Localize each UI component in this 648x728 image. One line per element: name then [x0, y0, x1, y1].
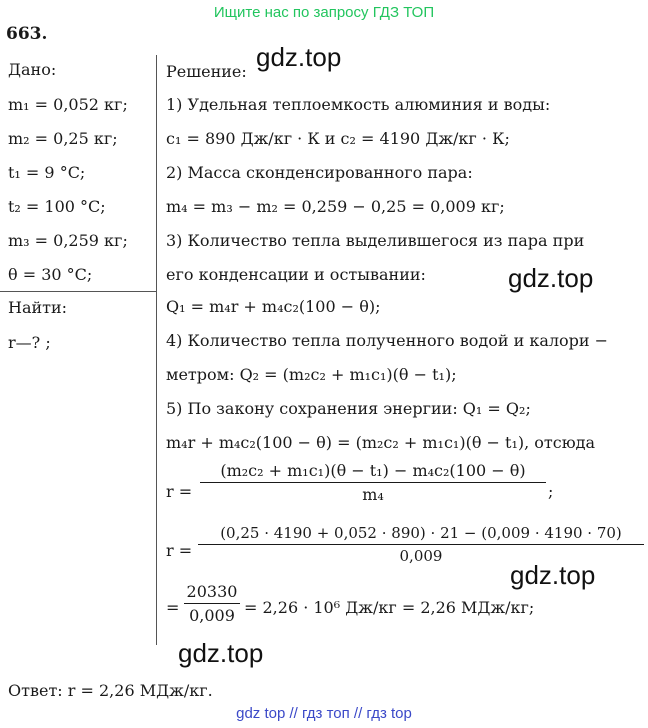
- solution-line: 5) По закону сохранения энергии: Q₁ = Q₂;: [166, 399, 531, 418]
- formula3-lhs: =: [166, 598, 180, 617]
- watermark: gdz.top: [510, 560, 596, 590]
- column-divider: [156, 55, 157, 645]
- fraction-bar: [198, 544, 644, 545]
- formula2-lhs: r =: [166, 541, 193, 560]
- given-item: t₁ = 9 °C;: [8, 163, 86, 182]
- given-item: θ = 30 °C;: [8, 265, 93, 284]
- formula3-denominator: 0,009: [189, 606, 235, 625]
- formula3-numerator: 20330: [186, 582, 238, 601]
- formula2-fraction: [198, 524, 644, 565]
- solution-line: c₁ = 890 Дж/кг · К и c₂ = 4190 Дж/кг · К;: [166, 129, 510, 148]
- watermark: gdz.top: [178, 638, 264, 668]
- top-banner: Ищите нас по запросу ГДЗ ТОП: [213, 4, 435, 21]
- formula1-fraction: [200, 461, 546, 504]
- formula3-fraction: [184, 582, 240, 625]
- problem-number: 663.: [6, 24, 48, 44]
- answer: Ответ: r = 2,26 МДж/кг.: [8, 681, 213, 700]
- find-item: r—? ;: [8, 333, 51, 352]
- solution-line: m₄r + m₄c₂(100 − θ) = (m₂c₂ + m₁c₁)(θ − t₁), отсюда: [166, 433, 596, 452]
- solution-line: его конденсации и остывании:: [166, 265, 426, 284]
- solution-line: m₄ = m₃ − m₂ = 0,259 − 0,25 = 0,009 кг;: [166, 197, 505, 216]
- solution-line: Q₁ = m₄r + m₄c₂(100 − θ);: [166, 297, 381, 316]
- formula1-denominator: m₄: [362, 485, 384, 504]
- given-item: m₁ = 0,052 кг;: [8, 95, 128, 114]
- watermark: gdz.top: [508, 263, 594, 293]
- bottom-banner: gdz top // гдз топ // гдз top: [236, 705, 412, 722]
- solution-line: 1) Удельная теплоемкость алюминия и воды:: [166, 95, 551, 114]
- formula2-numerator: (0,25 · 4190 + 0,052 · 890) · 21 − (0,009 · 4190 · 70): [220, 524, 622, 542]
- solution-title: Решение:: [166, 62, 247, 81]
- solution-line: метром: Q₂ = (m₂c₂ + m₁c₁)(θ − t₁);: [166, 365, 457, 384]
- fraction-bar: [200, 482, 546, 483]
- fraction-bar: [184, 603, 240, 604]
- given-title: Дано:: [8, 60, 57, 79]
- solution-line: 4) Количество тепла полученного водой и калори −: [166, 331, 609, 350]
- given-item: t₂ = 100 °C;: [8, 197, 106, 216]
- formula1-numerator: (m₂c₂ + m₁c₁)(θ − t₁) − m₄c₂(100 − θ): [220, 461, 526, 480]
- solution-line: 2) Масса сконденсированного пара:: [166, 163, 473, 182]
- formula1-lhs: r =: [166, 482, 193, 501]
- watermark: gdz.top: [256, 42, 342, 72]
- given-item: m₂ = 0,25 кг;: [8, 129, 118, 148]
- solution-line: 3) Количество тепла выделившегося из пара при: [166, 231, 585, 250]
- given-item: m₃ = 0,259 кг;: [8, 231, 128, 250]
- formula3-tail: = 2,26 · 10⁶ Дж/кг = 2,26 МДж/кг;: [244, 598, 535, 617]
- find-title: Найти:: [8, 298, 68, 317]
- formula2-denominator: 0,009: [399, 547, 443, 565]
- formula1-tail: ;: [548, 482, 554, 501]
- given-find-divider: [0, 291, 156, 292]
